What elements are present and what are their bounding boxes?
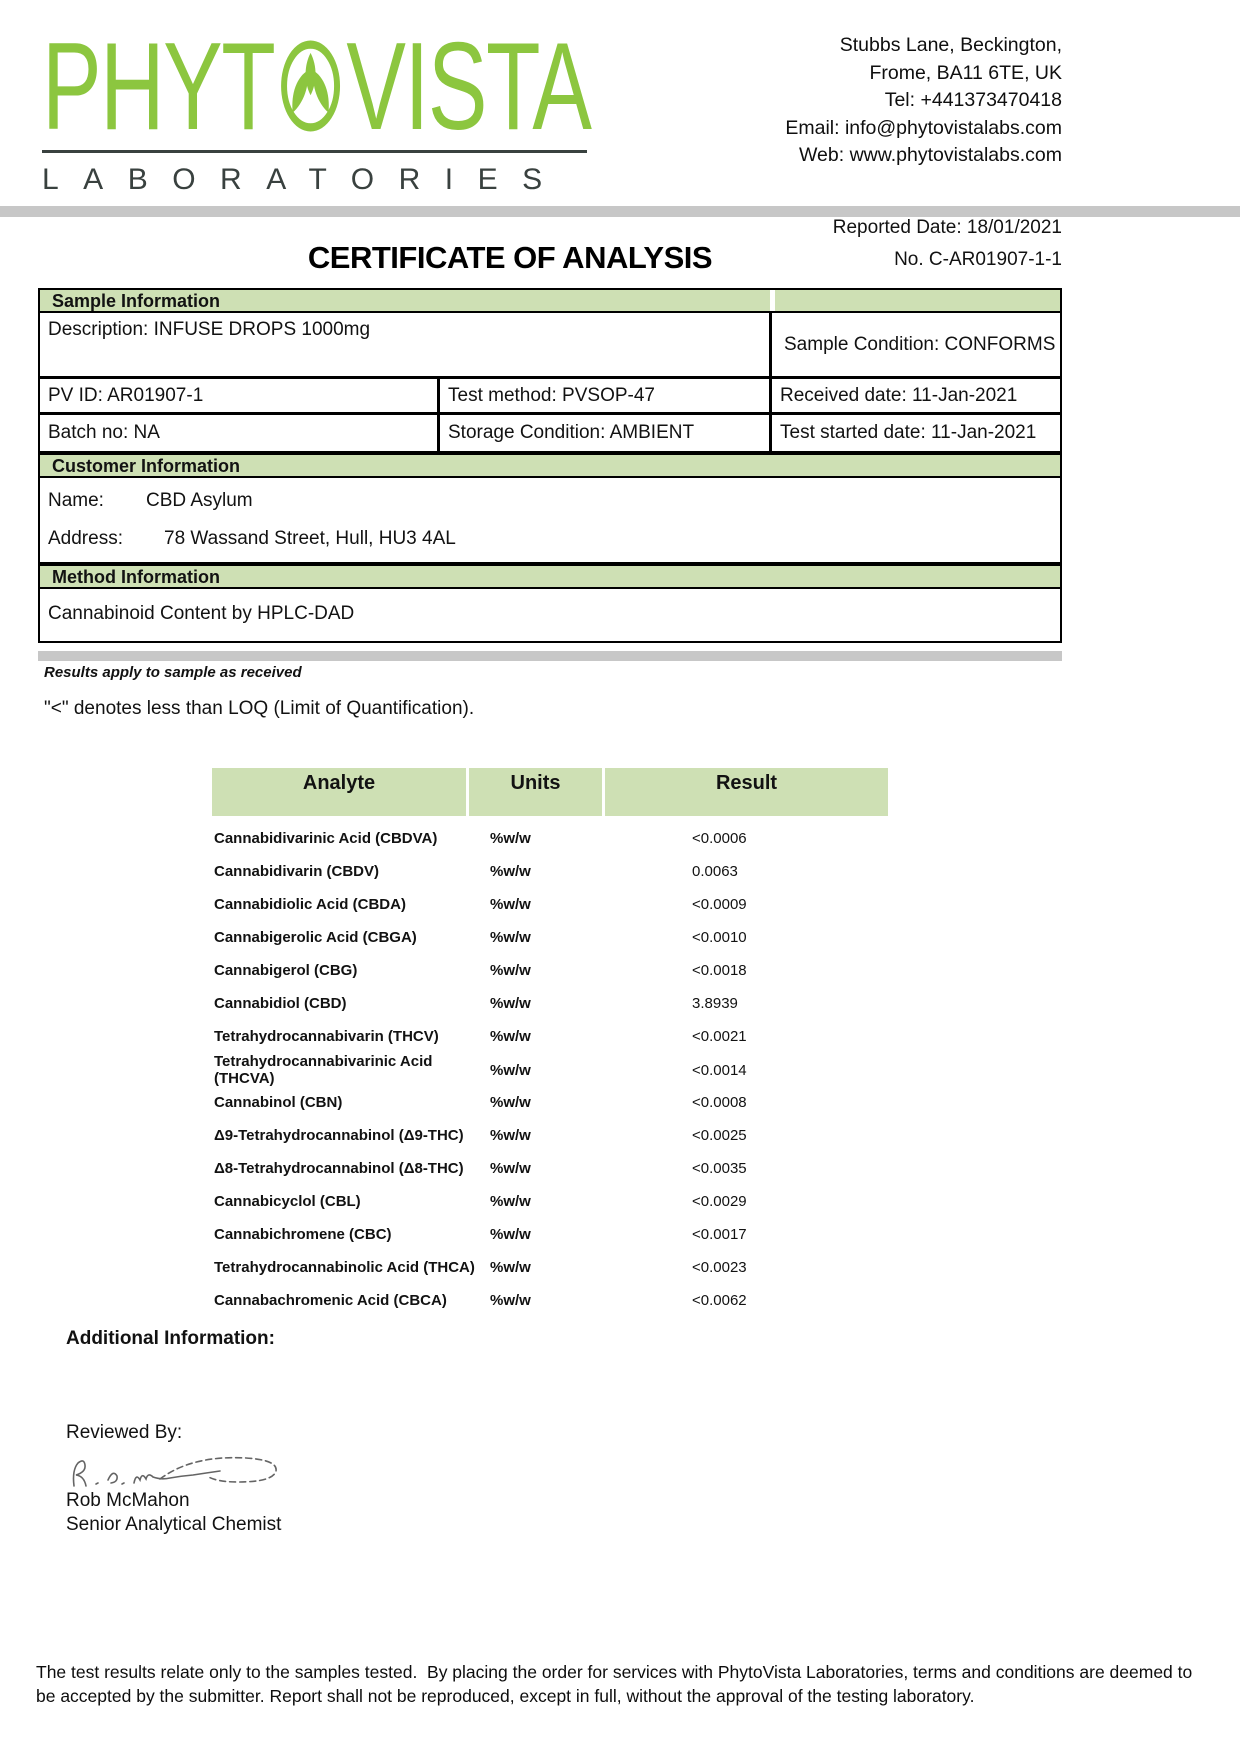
customer-name-line [48,490,1052,512]
table-row [212,921,888,954]
loq-note: "<" denotes less than LOQ (Limit of Quantification). [44,698,475,719]
customer-information-body [40,478,1060,562]
reviewed-by-label: Reviewed By: [66,1422,183,1443]
logo-word-part1: PHYT [42,18,275,156]
analyte-name: Cannabigerol (CBG) [214,962,358,979]
analyte-name: Δ8-Tetrahydrocannabinol (Δ8-THC) [214,1160,464,1177]
analyte-units: %w/w [490,1094,531,1111]
analyte-units: %w/w [490,863,531,880]
analyte-result: <0.0017 [692,1226,747,1243]
analyte-result: <0.0062 [692,1292,747,1309]
analyte-result: <0.0023 [692,1259,747,1276]
table-row [212,822,888,855]
analyte-name: Cannabidiolic Acid (CBDA) [214,896,406,913]
results-table [212,768,888,1317]
customer-name-label: Name: [48,490,104,511]
lab-contact-block [785,32,1062,170]
table-row [212,1251,888,1284]
table-row [212,855,888,888]
sample-information-box [38,288,1062,453]
analyte-name: Cannabidivarinic Acid (CBDVA) [214,830,438,847]
pv-id: PV ID: AR01907-1 [48,384,204,406]
header-divider-bar [0,206,1240,217]
reported-date: Reported Date: 18/01/2021 [832,217,1062,238]
table-row [212,1086,888,1119]
analyte-result: <0.0006 [692,830,747,847]
table-row [212,1053,888,1086]
analyte-result: <0.0029 [692,1193,747,1210]
method-information-box [38,564,1062,643]
test-method: Test method: PVSOP-47 [437,379,769,412]
column-header-result: Result [605,768,888,816]
analyte-name: Δ9-Tetrahydrocannabinol (Δ9-THC) [214,1127,464,1144]
method-description: Cannabinoid Content by HPLC-DAD [48,603,355,624]
table-row [212,1284,888,1317]
logo-word-part2: VISTA [346,18,591,156]
table-row [212,1152,888,1185]
customer-information-title: Customer Information [52,456,241,476]
analyte-name: Tetrahydrocannabivarinic Acid (THCVA) [214,1053,433,1087]
sample-row-2 [40,379,1060,415]
table-row [212,1185,888,1218]
results-table-header [212,768,888,816]
analyte-name: Cannabichromene (CBC) [214,1226,392,1243]
reviewer-title: Senior Analytical Chemist [66,1514,282,1535]
results-apply-note: Results apply to sample as received [44,664,302,681]
customer-address-label: Address: [48,528,123,549]
analyte-result: <0.0009 [692,896,747,913]
analyte-result: <0.0008 [692,1094,747,1111]
analyte-units: %w/w [490,1292,531,1309]
sample-condition: Sample Condition: CONFORMS [769,313,1060,376]
info-sections [38,288,1062,661]
customer-address-line [48,528,1052,550]
table-row [212,1119,888,1152]
analyte-name: Cannabidivarin (CBDV) [214,863,380,880]
analyte-units: %w/w [490,929,531,946]
analyte-units: %w/w [490,1028,531,1045]
analyte-result: <0.0025 [692,1127,747,1144]
analyte-name: Tetrahydrocannabivarin (THCV) [214,1028,439,1045]
reviewer-name: Rob McMahon [66,1490,190,1511]
analyte-units: %w/w [490,896,531,913]
report-number: No. C-AR01907-1-1 [894,249,1062,270]
contact-address-line2: Frome, BA11 6TE, UK [869,61,1062,84]
analyte-result: <0.0035 [692,1160,747,1177]
analyte-name: Cannabinol (CBN) [214,1094,343,1111]
logo-subtitle: LABORATORIES [42,150,587,197]
customer-information-box [38,453,1062,564]
analyte-result: <0.0018 [692,962,747,979]
analyte-units: %w/w [490,962,531,979]
analyte-units: %w/w [490,1160,531,1177]
column-header-analyte: Analyte [212,768,466,816]
contact-email: Email: info@phytovistalabs.com [785,116,1062,139]
analyte-result: 0.0063 [692,863,738,880]
analyte-result: <0.0021 [692,1028,747,1045]
section-divider-bar [38,651,1062,661]
table-row [212,1218,888,1251]
customer-name-value: CBD Asylum [146,490,253,511]
sample-information-header [40,290,1060,313]
customer-information-header [40,455,1060,478]
results-table-rows [212,822,888,1317]
sample-row-3 [40,415,1060,451]
column-header-units: Units [469,768,602,816]
analyte-name: Cannabidiol (CBD) [214,995,347,1012]
logo-wordmark [42,18,591,156]
analyte-units: %w/w [490,1226,531,1243]
contact-web: Web: www.phytovistalabs.com [799,144,1062,166]
leaf-logo-icon [277,36,343,136]
analyte-result: <0.0010 [692,929,747,946]
page-title: CERTIFICATE OF ANALYSIS [307,240,713,275]
storage-condition: Storage Condition: AMBIENT [437,415,769,451]
analyte-units: %w/w [490,995,531,1012]
method-information-title: Method Information [52,567,220,587]
table-row [212,1020,888,1053]
header-column-gap [770,290,775,311]
analyte-units: %w/w [490,1061,531,1079]
table-row [212,888,888,921]
analyte-units: %w/w [490,1259,531,1276]
sample-description-row [40,313,1060,379]
analyte-result: <0.0014 [692,1061,747,1079]
additional-information-label: Additional Information: [66,1328,275,1349]
received-date: Received date: 11-Jan-2021 [769,379,1060,412]
phytovista-logo [42,18,804,197]
analyte-units: %w/w [490,1127,531,1144]
analyte-name: Cannabigerolic Acid (CBGA) [214,929,417,946]
method-information-header [40,566,1060,589]
contact-phone: Tel: +441373470418 [884,89,1062,111]
sample-description: Description: INFUSE DROPS 1000mg [48,319,371,340]
table-row [212,954,888,987]
analyte-units: %w/w [490,1193,531,1210]
contact-address-line1: Stubbs Lane, Beckington, [839,34,1062,56]
sample-information-title: Sample Information [52,291,221,311]
footer-disclaimer: The test results relate only to the samples tested. By placing the order for services with PhytoVista Laboratories, terms and conditions are deemed to be accepted by the submitter. Report shall not be reproduced, except in full, without the approval of the testing laboratory. [36,1662,1198,1706]
batch-no: Batch no: NA [48,422,160,443]
analyte-result: 3.8939 [692,995,738,1012]
table-row [212,987,888,1020]
test-started-date: Test started date: 11-Jan-2021 [769,415,1060,451]
analyte-name: Cannabachromenic Acid (CBCA) [214,1292,447,1309]
analyte-name: Tetrahydrocannabinolic Acid (THCA) [214,1259,475,1276]
customer-address-value: 78 Wassand Street, Hull, HU3 4AL [164,528,456,549]
analyte-name: Cannabicyclol (CBL) [214,1193,361,1210]
analyte-units: %w/w [490,830,531,847]
